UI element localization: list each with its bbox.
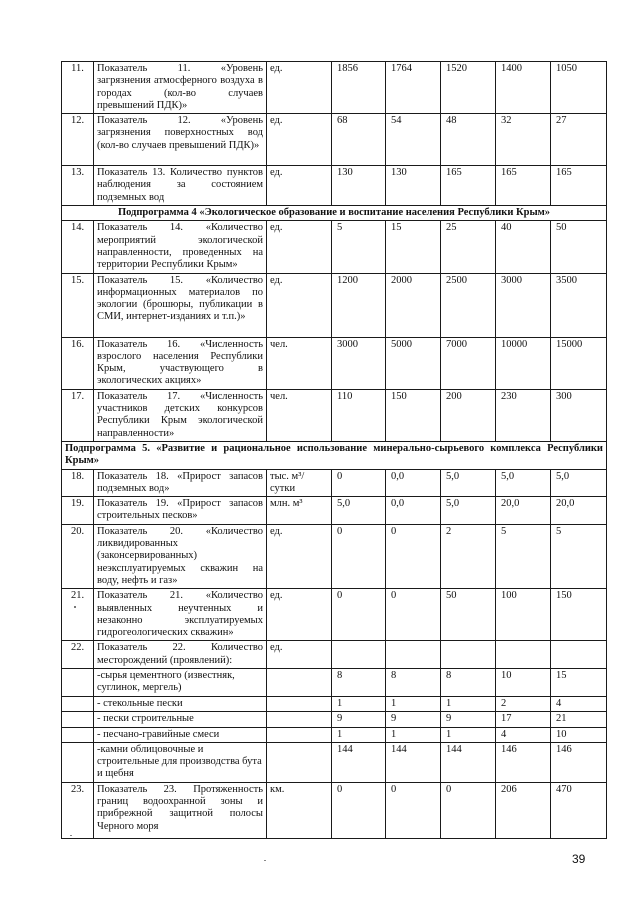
indicator-description: Показатель 19. «Прирост запасов строительных песков» (94, 497, 267, 525)
indicator-value: 48 (441, 114, 496, 166)
indicator-value: 144 (332, 742, 386, 782)
indicator-value: 300 (551, 389, 607, 441)
indicator-value: 110 (332, 389, 386, 441)
indicator-value: 2500 (441, 273, 496, 337)
indicator-value: 1764 (386, 62, 441, 114)
indicator-value: 17 (496, 712, 551, 727)
indicator-value: 0,0 (386, 469, 441, 497)
indicator-row (62, 337, 607, 389)
indicator-value: 165 (441, 166, 496, 206)
indicators-table (61, 61, 607, 839)
indicator-value: 0 (332, 524, 386, 588)
row-number (62, 696, 94, 711)
indicator-description: -сырья цементного (известняк, суглинок, мергель) (94, 668, 267, 696)
indicator-value: 9 (332, 712, 386, 727)
indicator-value (386, 641, 441, 669)
row-number: 16. (62, 337, 94, 389)
row-number (62, 742, 94, 782)
indicator-value: 3000 (496, 273, 551, 337)
unit-of-measure: чел. (267, 337, 332, 389)
row-number (62, 668, 94, 696)
indicator-value: 3500 (551, 273, 607, 337)
indicator-value: 5,0 (441, 497, 496, 525)
indicator-value: 10 (496, 668, 551, 696)
indicator-description: Показатель 20. «Количество ликвидированных (законсервированных) неэксплуатируемых скважин на воду, нефть и газ» (94, 524, 267, 588)
indicator-row (62, 469, 607, 497)
indicator-value: 206 (496, 782, 551, 838)
indicator-value: 1856 (332, 62, 386, 114)
indicator-value: 1 (386, 727, 441, 742)
indicator-value (441, 641, 496, 669)
indicator-value: 146 (551, 742, 607, 782)
indicator-value: 0 (332, 469, 386, 497)
indicator-value: 0 (386, 524, 441, 588)
indicator-value: 0 (332, 782, 386, 838)
unit-of-measure: ед. (267, 114, 332, 166)
indicator-value: 21 (551, 712, 607, 727)
subprogram-row (62, 206, 607, 221)
indicator-value: 15 (551, 668, 607, 696)
row-number: 15. (62, 273, 94, 337)
unit-of-measure: млн. м³ (267, 497, 332, 525)
indicator-description: Показатель 16. «Численность взрослого населения Республики Крым, участвующего в экологических акциях» (94, 337, 267, 389)
indicator-value: 20,0 (496, 497, 551, 525)
indicator-value: 1 (332, 727, 386, 742)
indicator-value: 0 (386, 782, 441, 838)
indicator-value: 1200 (332, 273, 386, 337)
indicator-value: 10000 (496, 337, 551, 389)
indicator-row (62, 497, 607, 525)
indicator-value: 2 (441, 524, 496, 588)
indicator-value: 1 (332, 696, 386, 711)
indicator-value: 1 (441, 696, 496, 711)
indicator-value: 2 (496, 696, 551, 711)
indicator-value: 5 (551, 524, 607, 588)
indicator-value: 20,0 (551, 497, 607, 525)
indicator-value: 470 (551, 782, 607, 838)
indicator-description: Показатель 13. Количество пунктов наблюдения за состоянием подземных вод (94, 166, 267, 206)
row-number: 14. (62, 221, 94, 273)
row-number: 19. (62, 497, 94, 525)
indicator-value: 50 (441, 589, 496, 641)
unit-of-measure: ед. (267, 641, 332, 669)
indicator-value: 230 (496, 389, 551, 441)
indicator-row (62, 166, 607, 206)
indicator-value: 5 (332, 221, 386, 273)
indicator-value: 9 (386, 712, 441, 727)
indicator-value: 165 (551, 166, 607, 206)
unit-of-measure (267, 712, 332, 727)
unit-of-measure: ед. (267, 221, 332, 273)
indicator-row (62, 641, 607, 669)
indicator-value: 130 (332, 166, 386, 206)
indicator-value: 5,0 (496, 469, 551, 497)
indicator-value: 54 (386, 114, 441, 166)
indicator-value: 144 (386, 742, 441, 782)
deposit-subitem-row (62, 696, 607, 711)
unit-of-measure: ед. (267, 273, 332, 337)
unit-of-measure (267, 742, 332, 782)
indicator-row (62, 62, 607, 114)
unit-of-measure: км. (267, 782, 332, 838)
indicator-description: Показатель 21. «Количество выявленных неучтенных и незаконно эксплуатируемых гидрогеологических скважин» (94, 589, 267, 641)
indicator-value: 27 (551, 114, 607, 166)
indicator-value: 130 (386, 166, 441, 206)
unit-of-measure: ед. (267, 589, 332, 641)
indicator-value: 8 (386, 668, 441, 696)
indicator-value: 1 (386, 696, 441, 711)
indicator-value: 0,0 (386, 497, 441, 525)
indicator-value: 100 (496, 589, 551, 641)
indicator-value: 8 (332, 668, 386, 696)
indicator-description: Показатель 12. «Уровень загрязнения поверхностных вод (кол-во случаев превышений ПДК)» (94, 114, 267, 166)
unit-of-measure (267, 727, 332, 742)
indicator-value: 8 (441, 668, 496, 696)
indicator-value: 200 (441, 389, 496, 441)
indicator-description: Показатель 17. «Численность участников детских конкурсов Республики Крым экологической направленности» (94, 389, 267, 441)
page-number: 39 (572, 852, 586, 866)
indicator-value: 5,0 (551, 469, 607, 497)
indicator-description: - песчано-гравийные смеси (94, 727, 267, 742)
row-number: 11. (62, 62, 94, 114)
indicator-value: 15000 (551, 337, 607, 389)
indicator-row (62, 273, 607, 337)
indicator-value (332, 641, 386, 669)
indicator-value: 0 (386, 589, 441, 641)
indicator-value: 5,0 (332, 497, 386, 525)
indicator-row (62, 782, 607, 838)
row-number: 13. (62, 166, 94, 206)
indicator-description: - пески строительные (94, 712, 267, 727)
indicator-row (62, 221, 607, 273)
row-number: 21. (62, 589, 94, 641)
indicator-description: - стекольные пески (94, 696, 267, 711)
indicators-table-body (62, 62, 607, 839)
unit-of-measure: ед. (267, 524, 332, 588)
indicator-row (62, 389, 607, 441)
indicator-value (551, 641, 607, 669)
row-number: 20. (62, 524, 94, 588)
indicator-value: 32 (496, 114, 551, 166)
indicator-description: Показатель 14. «Количество мероприятий экологической направленности, проведенных на территории Республики Крым» (94, 221, 267, 273)
subprogram-title: Подпрограмма 5. «Развитие и рациональное использование минерально-сырьевого комплекса Республики Крым» (62, 441, 607, 469)
subprogram-row (62, 441, 607, 469)
indicator-value: 3000 (332, 337, 386, 389)
indicator-value: 4 (551, 696, 607, 711)
indicator-description: Показатель 22. Количество месторождений (проявлений): (94, 641, 267, 669)
unit-of-measure (267, 668, 332, 696)
indicator-value: 9 (441, 712, 496, 727)
indicator-value (496, 641, 551, 669)
indicator-value: 1050 (551, 62, 607, 114)
row-number: 17. (62, 389, 94, 441)
indicator-value: 1 (441, 727, 496, 742)
indicator-value: 5000 (386, 337, 441, 389)
scan-speck (264, 860, 266, 861)
unit-of-measure: ед. (267, 166, 332, 206)
indicator-description: -камни облицовочные и строительные для производства бута и щебня (94, 742, 267, 782)
indicator-value: 4 (496, 727, 551, 742)
deposit-subitem-row (62, 727, 607, 742)
deposit-subitem-row (62, 742, 607, 782)
indicator-description: Показатель 18. «Прирост запасов подземных вод» (94, 469, 267, 497)
indicator-value: 10 (551, 727, 607, 742)
indicator-value: 1520 (441, 62, 496, 114)
indicator-value: 15 (386, 221, 441, 273)
unit-of-measure: ед. (267, 62, 332, 114)
indicator-value: 68 (332, 114, 386, 166)
indicator-row (62, 114, 607, 166)
indicator-description: Показатель 11. «Уровень загрязнения атмосферного воздуха в городах (кол-во случаев превышений ПДК)» (94, 62, 267, 114)
indicator-description: Показатель 15. «Количество информационных материалов по экологии (брошюры, публикации в СМИ, интернет-изданиях и т.п.)» (94, 273, 267, 337)
row-number: 23. (62, 782, 94, 838)
indicator-value: 25 (441, 221, 496, 273)
unit-of-measure: чел. (267, 389, 332, 441)
row-number: 22. (62, 641, 94, 669)
indicator-value: 7000 (441, 337, 496, 389)
row-number: 18. (62, 469, 94, 497)
indicator-value: 0 (441, 782, 496, 838)
unit-of-measure (267, 696, 332, 711)
indicator-value: 2000 (386, 273, 441, 337)
scan-speck (70, 835, 72, 836)
row-number: 12. (62, 114, 94, 166)
indicator-value: 40 (496, 221, 551, 273)
indicator-value: 5 (496, 524, 551, 588)
row-number (62, 727, 94, 742)
indicator-row (62, 524, 607, 588)
scan-speck (74, 606, 76, 608)
indicator-value: 0 (332, 589, 386, 641)
deposit-subitem-row (62, 712, 607, 727)
indicator-value: 150 (551, 589, 607, 641)
row-number (62, 712, 94, 727)
unit-of-measure: тыс. м³/сутки (267, 469, 332, 497)
indicator-value: 146 (496, 742, 551, 782)
subprogram-title: Подпрограмма 4 «Экологическое образование и воспитание населения Республики Крым» (62, 206, 607, 221)
indicator-value: 165 (496, 166, 551, 206)
indicator-value: 5,0 (441, 469, 496, 497)
indicator-table-page (61, 61, 606, 839)
deposit-subitem-row (62, 668, 607, 696)
indicator-value: 50 (551, 221, 607, 273)
indicator-value: 144 (441, 742, 496, 782)
indicator-description: Показатель 23. Протяженность границ водоохранной зоны и прибрежной защитной полосы Черного моря (94, 782, 267, 838)
indicator-value: 1400 (496, 62, 551, 114)
indicator-value: 150 (386, 389, 441, 441)
indicator-row (62, 589, 607, 641)
